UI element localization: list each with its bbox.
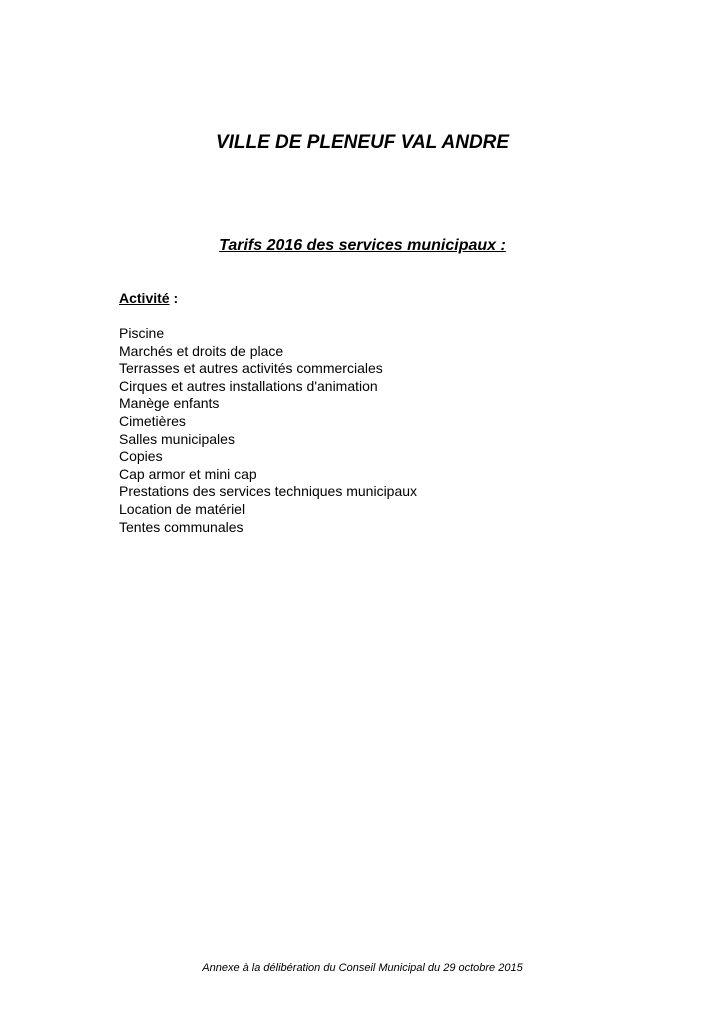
section-heading-colon: : [169, 290, 179, 306]
list-item: Prestations des services techniques municipaux [119, 483, 418, 500]
list-item: Salles municipales [119, 430, 235, 447]
list-item: Piscine [119, 325, 165, 341]
list-item: Cimetières [119, 412, 186, 429]
section-heading-label: Activité [119, 290, 170, 306]
page-footer: Annexe à la délibération du Conseil Municipal du 29 octobre 2015 [202, 962, 523, 974]
list-item: Cirques et autres installations d'animation [119, 377, 378, 394]
page-title: VILLE DE PLENEUF VAL ANDRE [215, 132, 510, 153]
list-item: Marchés et droits de place [119, 342, 284, 359]
list-item: Tentes communales [119, 518, 244, 535]
list-item: Location de matériel [119, 500, 246, 517]
list-item: Cap armor et mini cap [119, 465, 257, 482]
page-subtitle: Tarifs 2016 des services municipaux : [219, 237, 506, 254]
list-item: Manège enfants [119, 395, 220, 412]
list-item: Terrasses et autres activités commerciales [119, 360, 383, 377]
activity-list [119, 325, 417, 536]
list-item: Copies [119, 448, 163, 465]
section-heading [119, 290, 178, 306]
